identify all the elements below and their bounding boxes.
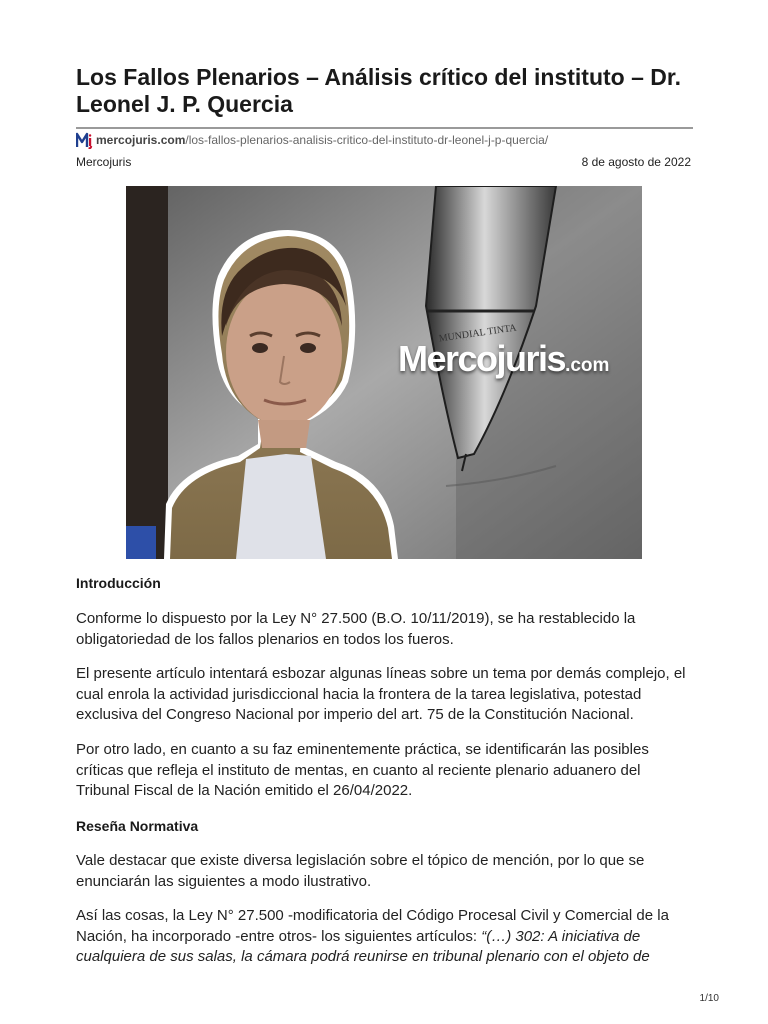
paragraph-3: Por otro lado, en cuanto a su faz eminentemente práctica, se identificarán las posibles críticas que refleja el instituto de mentas, en cuanto al reciente plenario aduanero del Tribunal Fiscal de la Nación emitido el 26/04/2022. [76,741,649,799]
paragraph-5-lead: Así las cosas, la Ley N° 27.500 -modificatoria del Código Procesal Civil y Comercial de la Nación, ha incorporado -entre otros- los siguientes artículos: [76,907,669,945]
article-title: Los Fallos Plenarios – Análisis crítico del instituto – Dr. Leonel J. P. Quercia [76,64,681,117]
hero-brand-main: Mercojuris [398,338,566,379]
normativa-heading: Reseña Normativa [76,818,199,834]
intro-heading: Introducción [76,575,161,591]
paragraph-4: Vale destacar que existe diversa legislación sobre el tópico de mención, por lo que se enunciarán las siguientes a modo ilustrativo. [76,852,645,890]
article-author: Mercojuris [76,155,132,169]
hero-brand-tld: .com [565,355,610,376]
source-path[interactable]: /los-fallos-plenarios-analisis-critico-del-instituto-dr-leonel-j-p-quercia/ [185,133,549,147]
source-domain[interactable]: mercojuris.com [96,133,186,147]
paragraph-5 [76,906,696,968]
title-divider [76,127,693,129]
mercojuris-logo-icon [76,131,94,149]
source-link[interactable] [76,131,548,149]
hero-brand-watermark [398,338,609,380]
page-number: 1/10 [699,993,719,1004]
paragraph-1: Conforme lo dispuesto por la Ley N° 27.500 (B.O. 10/11/2019), se ha restablecido la obligatoriedad de los fallos plenarios en todos los fueros. [76,610,636,648]
paragraph-2: El presente artículo intentará esbozar algunas líneas sobre un tema por demás complejo, el cual enrola la actividad jurisdiccional hacia la frontera de la tarea legislativa, potestad exclusiva del Congreso Nacional por imperio del art. 75 de la Constitución Nacional. [76,665,686,723]
hero-image [126,186,642,559]
pen-engraving: MUNDIAL TINTA [438,322,518,345]
paragraph-5-quote: “(…) 302: A iniciativa de cualquiera de sus salas, la cámara podrá reunirse en tribunal plenario con el objeto de [76,927,650,965]
article-date: 8 de agosto de 2022 [581,155,691,169]
